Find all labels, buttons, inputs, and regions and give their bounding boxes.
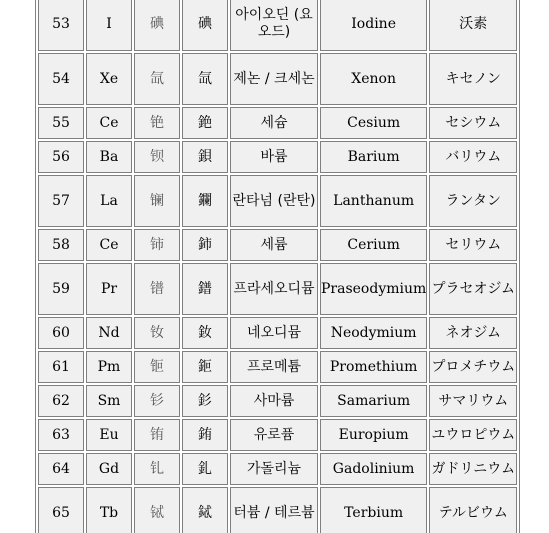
simplified-chinese-name: 铯 [134, 107, 180, 139]
simplified-chinese-name: 铈 [134, 229, 180, 261]
english-name: Cerium [320, 229, 427, 261]
simplified-chinese-name: 铽 [134, 487, 180, 533]
korean-name: 제논 / 크세논 [230, 53, 318, 105]
table-row [38, 107, 517, 139]
traditional-chinese-name: 釤 [182, 385, 228, 417]
japanese-name: セシウム [429, 107, 517, 139]
traditional-chinese-name: 鋇 [182, 141, 228, 173]
japanese-name: ランタン [429, 175, 517, 227]
element-symbol: Ce [86, 107, 132, 139]
table-row [38, 141, 517, 173]
element-symbol: Tb [86, 487, 132, 533]
simplified-chinese-name: 钕 [134, 317, 180, 349]
korean-name: 아이오딘 (요오드) [230, 0, 318, 51]
atomic-number: 55 [38, 107, 84, 139]
element-symbol: Pm [86, 351, 132, 383]
atomic-number: 65 [38, 487, 84, 533]
english-name: Xenon [320, 53, 427, 105]
traditional-chinese-name: 鋱 [182, 487, 228, 533]
japanese-name: ネオジム [429, 317, 517, 349]
element-symbol: Gd [86, 453, 132, 485]
simplified-chinese-name: 镧 [134, 175, 180, 227]
traditional-chinese-name: 釓 [182, 453, 228, 485]
english-name: Promethium [320, 351, 427, 383]
table-row [38, 263, 517, 315]
english-name: Praseodymium [320, 263, 427, 315]
traditional-chinese-name: 氙 [182, 53, 228, 105]
atomic-number: 59 [38, 263, 84, 315]
english-name: Gadolinium [320, 453, 427, 485]
simplified-chinese-name: 钐 [134, 385, 180, 417]
english-name: Europium [320, 419, 427, 451]
english-name: Iodine [320, 0, 427, 51]
japanese-name: セリウム [429, 229, 517, 261]
japanese-name: 沃素 [429, 0, 517, 51]
traditional-chinese-name: 釹 [182, 317, 228, 349]
element-symbol: Eu [86, 419, 132, 451]
simplified-chinese-name: 氙 [134, 53, 180, 105]
traditional-chinese-name: 銫 [182, 107, 228, 139]
atomic-number: 56 [38, 141, 84, 173]
english-name: Neodymium [320, 317, 427, 349]
element-symbol: Nd [86, 317, 132, 349]
table-row [38, 0, 517, 51]
atomic-number: 58 [38, 229, 84, 261]
atomic-number: 53 [38, 0, 84, 51]
table-row [38, 419, 517, 451]
simplified-chinese-name: 镨 [134, 263, 180, 315]
atomic-number: 64 [38, 453, 84, 485]
traditional-chinese-name: 鐠 [182, 263, 228, 315]
korean-name: 터븀 / 테르븀 [230, 487, 318, 533]
simplified-chinese-name: 铕 [134, 419, 180, 451]
korean-name: 유로퓸 [230, 419, 318, 451]
english-name: Terbium [320, 487, 427, 533]
simplified-chinese-name: 钷 [134, 351, 180, 383]
element-symbol: Pr [86, 263, 132, 315]
simplified-chinese-name: 碘 [134, 0, 180, 51]
element-symbol: Xe [86, 53, 132, 105]
traditional-chinese-name: 鈰 [182, 229, 228, 261]
korean-name: 프라세오디뮴 [230, 263, 318, 315]
table-row [38, 487, 517, 533]
english-name: Samarium [320, 385, 427, 417]
japanese-name: キセノン [429, 53, 517, 105]
element-symbol: Ce [86, 229, 132, 261]
atomic-number: 60 [38, 317, 84, 349]
table-row [38, 385, 517, 417]
atomic-number: 57 [38, 175, 84, 227]
japanese-name: テルビウム [429, 487, 517, 533]
japanese-name: プロメチウム [429, 351, 517, 383]
english-name: Lanthanum [320, 175, 427, 227]
korean-name: 사마륨 [230, 385, 318, 417]
atomic-number: 61 [38, 351, 84, 383]
traditional-chinese-name: 銪 [182, 419, 228, 451]
table-row [38, 175, 517, 227]
japanese-name: ガドリニウム [429, 453, 517, 485]
traditional-chinese-name: 鑭 [182, 175, 228, 227]
table-row [38, 317, 517, 349]
korean-name: 프로메튬 [230, 351, 318, 383]
japanese-name: バリウム [429, 141, 517, 173]
element-symbol: Ba [86, 141, 132, 173]
element-symbol: La [86, 175, 132, 227]
korean-name: 네오디뮴 [230, 317, 318, 349]
korean-name: 바륨 [230, 141, 318, 173]
korean-name: 란타넘 (란탄) [230, 175, 318, 227]
traditional-chinese-name: 碘 [182, 0, 228, 51]
element-symbol: I [86, 0, 132, 51]
korean-name: 가돌리늄 [230, 453, 318, 485]
element-symbol: Sm [86, 385, 132, 417]
korean-name: 세륨 [230, 229, 318, 261]
traditional-chinese-name: 鉕 [182, 351, 228, 383]
english-name: Cesium [320, 107, 427, 139]
table-row [38, 53, 517, 105]
simplified-chinese-name: 钆 [134, 453, 180, 485]
japanese-name: プラセオジム [429, 263, 517, 315]
table-row [38, 229, 517, 261]
table-row [38, 351, 517, 383]
japanese-name: サマリウム [429, 385, 517, 417]
simplified-chinese-name: 钡 [134, 141, 180, 173]
element-names-table [35, 0, 520, 533]
english-name: Barium [320, 141, 427, 173]
atomic-number: 54 [38, 53, 84, 105]
atomic-number: 63 [38, 419, 84, 451]
korean-name: 세슘 [230, 107, 318, 139]
table-row [38, 453, 517, 485]
atomic-number: 62 [38, 385, 84, 417]
japanese-name: ユウロピウム [429, 419, 517, 451]
